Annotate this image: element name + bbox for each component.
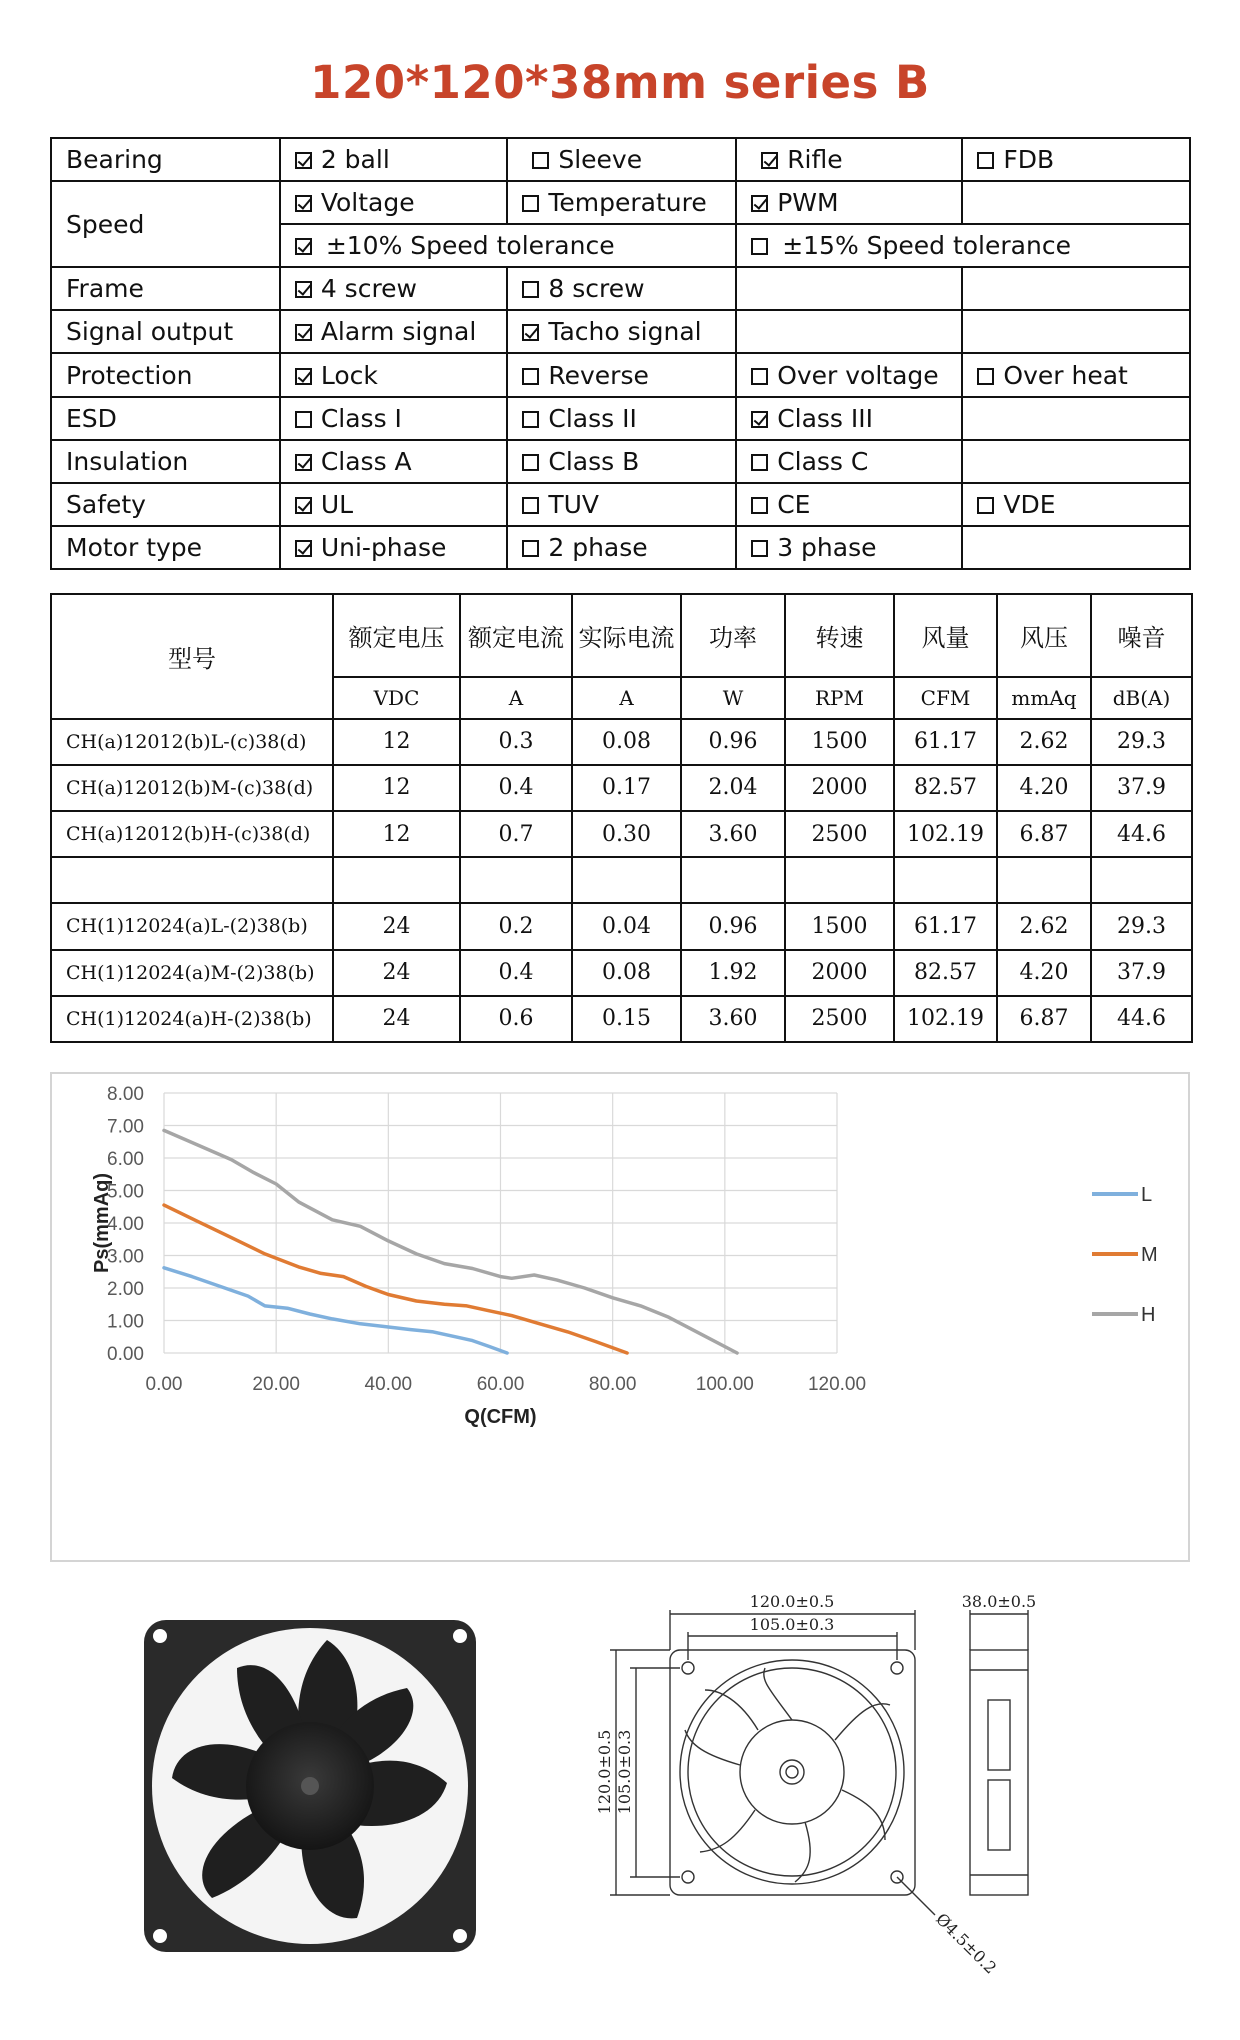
checkbox-icon[interactable] xyxy=(977,152,994,169)
page-title: 120*120*38mm series B xyxy=(310,56,930,109)
spec-row-frame xyxy=(51,267,1190,310)
value-cell: 1500 xyxy=(785,719,894,765)
x-tick-label: 0.00 xyxy=(145,1374,183,1395)
option-label: 2 ball xyxy=(320,145,390,175)
value-cell: 82.57 xyxy=(894,950,997,996)
option-class-iii[interactable] xyxy=(736,397,962,440)
dim-depth: 38.0±0.5 xyxy=(961,1592,1037,1611)
option-15-tolerance[interactable] xyxy=(736,224,1190,267)
column-header: 额定电流 xyxy=(460,594,572,677)
value-cell: 29.3 xyxy=(1091,903,1192,949)
option-label: 4 screw xyxy=(320,274,418,304)
table-header-row xyxy=(51,594,1192,677)
checkbox-icon[interactable] xyxy=(522,497,539,514)
option-label: Sleeve xyxy=(558,145,643,175)
value-cell: 37.9 xyxy=(1091,765,1192,811)
performance-table xyxy=(50,593,1193,1043)
unit-cell: A xyxy=(572,677,681,718)
checkbox-icon[interactable] xyxy=(532,152,549,169)
spec-row-speed xyxy=(51,181,1190,224)
option-3-phase[interactable] xyxy=(736,526,962,569)
x-tick-label: 120.00 xyxy=(807,1374,867,1395)
y-axis-label: Ps(mmAq) xyxy=(91,1172,113,1274)
y-tick-label: 1.00 xyxy=(107,1311,144,1333)
checkbox-icon[interactable] xyxy=(751,368,768,385)
spec-label: ESD xyxy=(51,397,280,440)
column-header: 转速 xyxy=(785,594,894,677)
option-label: ±10% Speed tolerance xyxy=(325,231,615,261)
value-cell: 3.60 xyxy=(681,811,785,857)
dim-width-inner: 105.0±0.3 xyxy=(749,1615,835,1634)
model-cell: CH(a)12012(b)H-(c)38(d) xyxy=(51,811,333,857)
option-label: Rifle xyxy=(787,145,843,175)
y-tick-label: 4.00 xyxy=(107,1214,144,1235)
spec-row-insulation xyxy=(51,440,1190,483)
value-cell xyxy=(572,857,681,903)
checkbox-icon[interactable] xyxy=(522,281,539,298)
option-over-voltage[interactable] xyxy=(736,353,962,396)
option-label: Temperature xyxy=(548,188,707,218)
unit-cell: CFM xyxy=(894,677,997,718)
option-label: Lock xyxy=(320,360,378,390)
y-tick-label: 3.00 xyxy=(107,1246,144,1268)
empty-cell xyxy=(736,310,962,353)
option-tacho-signal[interactable] xyxy=(507,310,736,353)
y-tick-label: 2.00 xyxy=(107,1279,144,1300)
table-row xyxy=(51,719,1192,765)
option-label: Class I xyxy=(320,403,402,433)
spec-label: Motor type xyxy=(51,526,280,569)
checkbox-icon[interactable] xyxy=(751,238,768,255)
legend-label-L: L xyxy=(1141,1184,1153,1206)
value-cell: 0.04 xyxy=(572,903,681,949)
checkbox-checked-icon[interactable] xyxy=(295,540,312,557)
checkbox-icon[interactable] xyxy=(751,497,768,514)
x-axis-label: Q(CFM) xyxy=(464,1406,537,1428)
checkbox-icon[interactable] xyxy=(522,368,539,385)
checkbox-checked-icon[interactable] xyxy=(761,152,778,169)
series-line-H xyxy=(164,1130,737,1353)
dimension-drawing xyxy=(590,1590,1090,2030)
value-cell: 4.20 xyxy=(997,765,1091,811)
value-cell: 0.2 xyxy=(460,903,572,949)
checkbox-icon[interactable] xyxy=(522,411,539,428)
table-row xyxy=(51,950,1192,996)
value-cell xyxy=(997,857,1091,903)
dim-hole: Ø4.5±0.2 xyxy=(932,1909,1001,1978)
option-class-a[interactable] xyxy=(280,440,508,483)
value-cell xyxy=(1091,857,1192,903)
value-cell: 2500 xyxy=(785,996,894,1042)
value-cell xyxy=(785,857,894,903)
column-header: 实际电流 xyxy=(572,594,681,677)
y-tick-label: 8.00 xyxy=(107,1084,144,1105)
checkbox-icon[interactable] xyxy=(522,540,539,557)
spec-table xyxy=(50,137,1191,570)
option-label: Over heat xyxy=(1003,360,1128,390)
spec-row-bearing xyxy=(51,138,1190,181)
value-cell: 0.4 xyxy=(460,950,572,996)
unit-cell: VDC xyxy=(333,677,460,718)
value-cell: 2000 xyxy=(785,950,894,996)
value-cell: 0.3 xyxy=(460,719,572,765)
value-cell: 0.96 xyxy=(681,903,785,949)
dim-width-outer: 120.0±0.5 xyxy=(749,1592,835,1611)
option-label: Class A xyxy=(320,446,412,476)
option-2-ball[interactable] xyxy=(280,138,508,181)
option-ce[interactable] xyxy=(736,483,962,526)
option-10-tolerance[interactable] xyxy=(280,224,736,267)
value-cell: 6.87 xyxy=(997,811,1091,857)
value-cell xyxy=(460,857,572,903)
value-cell: 0.6 xyxy=(460,996,572,1042)
option-class-i[interactable] xyxy=(280,397,508,440)
legend-label-H: H xyxy=(1141,1304,1156,1326)
y-tick-label: 7.00 xyxy=(107,1116,144,1138)
model-cell: CH(1)12024(a)M-(2)38(b) xyxy=(51,950,333,996)
value-cell: 0.30 xyxy=(572,811,681,857)
empty-cell xyxy=(962,526,1190,569)
value-cell: 44.6 xyxy=(1091,811,1192,857)
value-cell: 2.62 xyxy=(997,903,1091,949)
checkbox-icon[interactable] xyxy=(751,540,768,557)
model-cell xyxy=(51,857,333,903)
x-tick-label: 60.00 xyxy=(476,1374,525,1395)
option-sleeve[interactable] xyxy=(507,138,736,181)
option-label: Class C xyxy=(777,446,869,476)
option-label: CE xyxy=(777,489,811,519)
option-label: FDB xyxy=(1003,145,1055,175)
x-tick-label: 40.00 xyxy=(364,1374,413,1395)
x-tick-label: 100.00 xyxy=(695,1374,754,1395)
checkbox-checked-icon[interactable] xyxy=(295,238,312,255)
spec-row-safety xyxy=(51,483,1190,526)
option-label: 2 phase xyxy=(548,532,648,562)
option-ul[interactable] xyxy=(280,483,508,526)
value-cell: 6.87 xyxy=(997,996,1091,1042)
unit-cell: W xyxy=(681,677,785,718)
option-label: Alarm signal xyxy=(320,317,477,347)
checkbox-checked-icon[interactable] xyxy=(295,281,312,298)
value-cell: 102.19 xyxy=(894,811,997,857)
checkbox-icon[interactable] xyxy=(295,411,312,428)
option-over-heat[interactable] xyxy=(962,353,1190,396)
unit-cell: RPM xyxy=(785,677,894,718)
option-label: TUV xyxy=(548,489,600,519)
value-cell: 12 xyxy=(333,719,460,765)
table-row xyxy=(51,903,1192,949)
empty-cell xyxy=(736,267,962,310)
checkbox-icon[interactable] xyxy=(977,368,994,385)
option-label: Reverse xyxy=(548,360,649,390)
checkbox-icon[interactable] xyxy=(522,195,539,212)
checkbox-checked-icon[interactable] xyxy=(751,411,768,428)
option-label: Over voltage xyxy=(777,360,939,390)
column-header: 额定电压 xyxy=(333,594,460,677)
option-voltage[interactable] xyxy=(280,181,508,224)
checkbox-checked-icon[interactable] xyxy=(295,152,312,169)
option-label: UL xyxy=(320,489,354,519)
checkbox-checked-icon[interactable] xyxy=(295,195,312,212)
option-tuv[interactable] xyxy=(507,483,736,526)
checkbox-icon[interactable] xyxy=(977,497,994,514)
checkbox-icon[interactable] xyxy=(751,454,768,471)
option-label: VDE xyxy=(1003,489,1056,519)
pq-chart xyxy=(50,1072,1190,1562)
spec-row-signal-output xyxy=(51,310,1190,353)
spec-label: Safety xyxy=(51,483,280,526)
table-row xyxy=(51,996,1192,1042)
option-rifle[interactable] xyxy=(736,138,962,181)
checkbox-checked-icon[interactable] xyxy=(295,497,312,514)
value-cell: 0.08 xyxy=(572,950,681,996)
spec-row-esd xyxy=(51,397,1190,440)
fan-photo xyxy=(142,1618,478,1954)
value-cell: 0.15 xyxy=(572,996,681,1042)
value-cell xyxy=(333,857,460,903)
table-row xyxy=(51,811,1192,857)
option-class-b[interactable] xyxy=(507,440,736,483)
column-header: 噪音 xyxy=(1091,594,1192,677)
column-header: 功率 xyxy=(681,594,785,677)
x-tick-label: 80.00 xyxy=(588,1374,637,1395)
value-cell: 12 xyxy=(333,811,460,857)
value-cell: 0.17 xyxy=(572,765,681,811)
value-cell: 29.3 xyxy=(1091,719,1192,765)
value-cell: 12 xyxy=(333,765,460,811)
option-class-ii[interactable] xyxy=(507,397,736,440)
value-cell: 102.19 xyxy=(894,996,997,1042)
option-temperature[interactable] xyxy=(507,181,736,224)
value-cell: 4.20 xyxy=(997,950,1091,996)
value-cell xyxy=(894,857,997,903)
model-cell: CH(a)12012(b)L-(c)38(d) xyxy=(51,719,333,765)
value-cell: 0.96 xyxy=(681,719,785,765)
checkbox-icon[interactable] xyxy=(522,454,539,471)
option-fdb[interactable] xyxy=(962,138,1190,181)
series-line-L xyxy=(164,1268,507,1353)
value-cell: 61.17 xyxy=(894,719,997,765)
value-cell: 1500 xyxy=(785,903,894,949)
unit-cell: A xyxy=(460,677,572,718)
option-vde[interactable] xyxy=(962,483,1190,526)
value-cell: 61.17 xyxy=(894,903,997,949)
y-tick-label: 5.00 xyxy=(107,1181,144,1203)
value-cell: 0.08 xyxy=(572,719,681,765)
spec-label: Bearing xyxy=(51,138,280,181)
model-cell: CH(1)12024(a)H-(2)38(b) xyxy=(51,996,333,1042)
table-row-empty xyxy=(51,857,1192,903)
model-header: 型号 xyxy=(51,594,333,719)
option-label: Tacho signal xyxy=(548,317,702,347)
value-cell: 24 xyxy=(333,996,460,1042)
column-header: 风压 xyxy=(997,594,1091,677)
spec-row-motor-type xyxy=(51,526,1190,569)
value-cell: 24 xyxy=(333,903,460,949)
empty-cell xyxy=(962,440,1190,483)
y-tick-label: 6.00 xyxy=(107,1149,144,1170)
value-cell: 2.04 xyxy=(681,765,785,811)
option-pwm[interactable] xyxy=(736,181,962,224)
option-label: PWM xyxy=(777,188,839,218)
unit-cell: dB(A) xyxy=(1091,677,1192,718)
value-cell: 37.9 xyxy=(1091,950,1192,996)
checkbox-checked-icon[interactable] xyxy=(522,324,539,341)
value-cell: 3.60 xyxy=(681,996,785,1042)
x-tick-label: 20.00 xyxy=(252,1374,300,1395)
value-cell: 82.57 xyxy=(894,765,997,811)
value-cell: 0.4 xyxy=(460,765,572,811)
model-cell: CH(1)12024(a)L-(2)38(b) xyxy=(51,903,333,949)
checkbox-checked-icon[interactable] xyxy=(751,195,768,212)
y-tick-label: 0.00 xyxy=(107,1344,144,1365)
option-lock[interactable] xyxy=(280,353,508,396)
value-cell xyxy=(681,857,785,903)
option-uni-phase[interactable] xyxy=(280,526,508,569)
checkbox-checked-icon[interactable] xyxy=(295,324,312,341)
spec-label: Protection xyxy=(51,353,280,396)
option-2-phase[interactable] xyxy=(507,526,736,569)
spec-row-protection xyxy=(51,353,1190,396)
option-alarm-signal[interactable] xyxy=(280,310,508,353)
checkbox-checked-icon[interactable] xyxy=(295,368,312,385)
option-label: Class III xyxy=(777,403,874,433)
dim-height-outer: 120.0±0.5 xyxy=(595,1729,614,1815)
option-reverse[interactable] xyxy=(507,353,736,396)
option-label: Voltage xyxy=(320,188,415,218)
empty-cell xyxy=(962,267,1190,310)
option-label: Uni-phase xyxy=(320,532,447,562)
pq-chart-svg xyxy=(52,1074,1188,1560)
unit-cell: mmAq xyxy=(997,677,1091,718)
value-cell: 0.7 xyxy=(460,811,572,857)
spec-label: Insulation xyxy=(51,440,280,483)
spec-label: Frame xyxy=(51,267,280,310)
value-cell: 2.62 xyxy=(997,719,1091,765)
model-cell: CH(a)12012(b)M-(c)38(d) xyxy=(51,765,333,811)
empty-cell xyxy=(962,310,1190,353)
value-cell: 2000 xyxy=(785,765,894,811)
value-cell: 2500 xyxy=(785,811,894,857)
table-row xyxy=(51,765,1192,811)
option-label: 3 phase xyxy=(777,532,877,562)
option-8-screw[interactable] xyxy=(507,267,736,310)
value-cell: 24 xyxy=(333,950,460,996)
value-cell: 1.92 xyxy=(681,950,785,996)
legend-label-M: M xyxy=(1141,1244,1158,1266)
value-cell: 44.6 xyxy=(1091,996,1192,1042)
dim-height-inner: 105.0±0.3 xyxy=(615,1729,634,1815)
option-label: Class II xyxy=(548,403,637,433)
empty-cell xyxy=(962,397,1190,440)
option-label: Class B xyxy=(548,446,640,476)
option-label: 8 screw xyxy=(548,274,645,304)
spec-label: Speed xyxy=(51,181,280,267)
option-4-screw[interactable] xyxy=(280,267,508,310)
empty-cell xyxy=(962,181,1190,224)
column-header: 风量 xyxy=(894,594,997,677)
checkbox-checked-icon[interactable] xyxy=(295,454,312,471)
spec-label: Signal output xyxy=(51,310,280,353)
option-class-c[interactable] xyxy=(736,440,962,483)
option-label: ±15% Speed tolerance xyxy=(782,231,1071,261)
